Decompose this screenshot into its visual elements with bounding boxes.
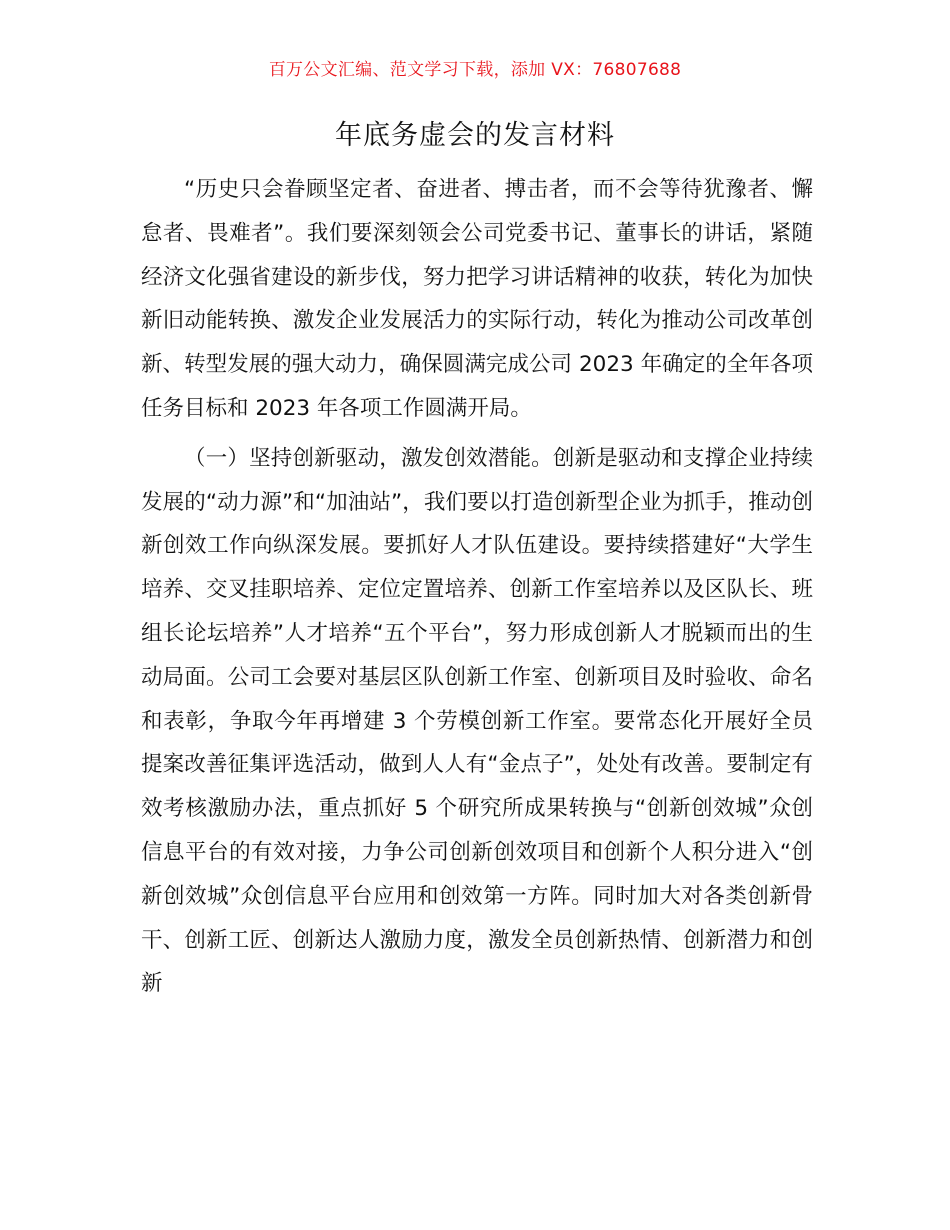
- paragraph-section-1: （一）坚持创新驱动，激发创效潜能。创新是驱动和支撑企业持续发展的“动力源”和“加油站”，我们要以打造创新型企业为抓手，推动创新创效工作向纵深发展。要抓好人才队伍建设。要持续搭建好“大学生培养、交叉挂职培养、定位定置培养、创新工作室培养以及区队长、班组长论坛培养”人才培养“五个平台”，努力形成创新人才脱颖而出的生动局面。公司工会要对基层区队创新工作室、创新项目及时验收、命名和表彰，争取今年再增建 3 个劳模创新工作室。要常态化开展好全员提案改善征集评选活动，做到人人有“金点子”，处处有改善。要制定有效考核激励办法，重点抓好 5 个研究所成果转换与“创新创效城”众创信息平台的有效对接，力争公司创新创效项目和创新个人积分进入“创新创效城”众创信息平台应用和创效第一方阵。同时加大对各类创新骨干、创新工匠、创新达人激励力度，激发全员创新热情、创新潜力和创新: [141, 445, 813, 997]
- document-title: 年底务虚会的发言材料: [335, 120, 615, 151]
- document-body: [141, 168, 813, 1006]
- paragraph-intro: “历史只会眷顾坚定者、奋进者、搏击者，而不会等待犹豫者、懈怠者、畏难者”。我们要深刻领会公司党委书记、董事长的讲话，紧随经济文化强省建设的新步伐，努力把学习讲话精神的收获，转化为加快新旧动能转换、激发企业发展活力的实际行动，转化为推动公司改革创新、转型发展的强大动力，确保圆满完成公司 2023 年确定的全年各项任务目标和 2023 年各项工作圆满开局。: [141, 177, 813, 421]
- header-banner: 百万公文汇编、范文学习下载，添加 VX：76807688: [268, 60, 682, 80]
